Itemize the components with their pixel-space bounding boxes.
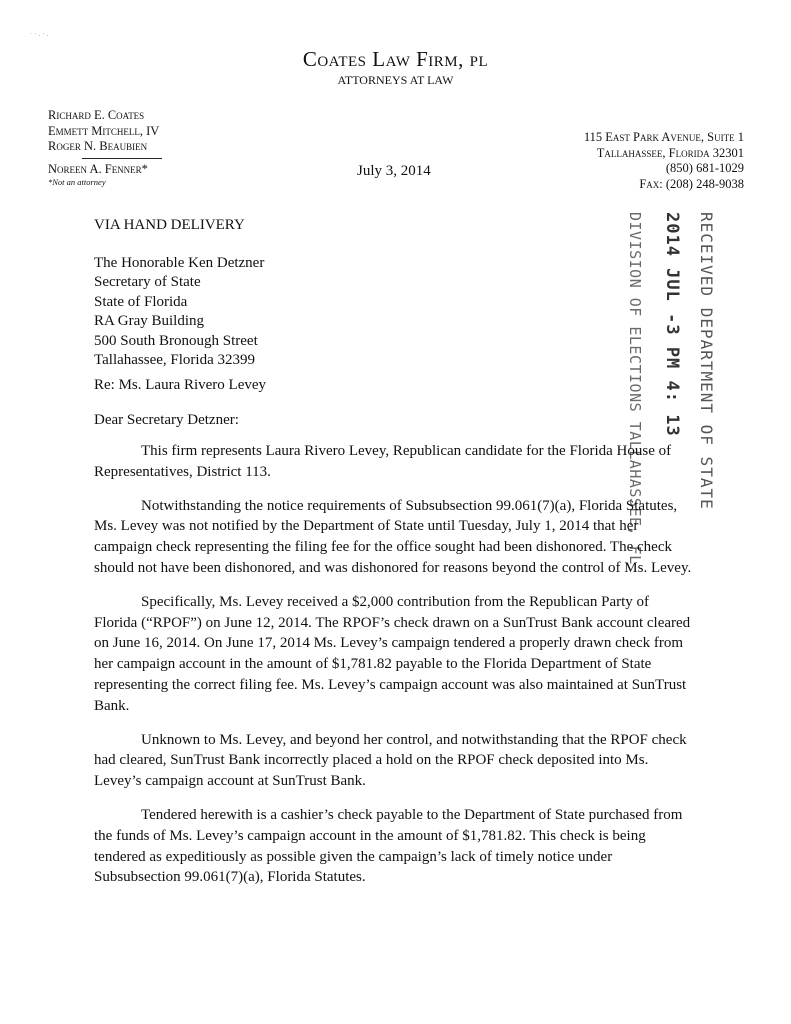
attorney-list (48, 108, 162, 188)
recipient-line: State of Florida (94, 293, 188, 310)
recipient-address (94, 254, 264, 370)
phone: (850) 681-1029 (665, 161, 744, 175)
address-line: Tallahassee, Florida 32301 (596, 145, 744, 160)
non-attorney-note: *Not an attorney (48, 177, 106, 187)
received-stamp (608, 212, 718, 565)
attorney-name: Richard E. Coates (48, 108, 145, 122)
delivery-method: VIA HAND DELIVERY (94, 217, 245, 233)
stamp-division-line: DIVISION OF ELECTIONS TALLAHASSEE, FL (626, 212, 644, 565)
body-paragraph: Tendered herewith is a cashier’s check payable to the Department of State purchased from the funds of Ms. Levey’s campaign account in the amount of $1,781.82. This check is being tendered as expeditiously as possible given the campaign’s lack of timely notice under Subsubsection 99.061(7)(a), Florida Statutes. (94, 806, 683, 886)
divider (82, 158, 162, 159)
recipient-line: RA Gray Building (94, 313, 205, 330)
stamp-datetime-line: 2014 JUL -3 PM 4: 13 (662, 212, 682, 437)
firm-name: Coates Law Firm, pl (302, 47, 489, 71)
firm-subtitle: ATTORNEYS AT LAW (337, 73, 454, 87)
firm-address (584, 130, 744, 192)
scan-mark: ˙ ˙ · ˙ · (30, 32, 49, 40)
body-paragraph: Unknown to Ms. Levey, and beyond her control, and notwithstanding that the RPOF check had cleared, SunTrust Bank incorrectly placed a hold on the RPOF check deposited into Ms. Levey’s campaign account at SunTrust Bank. (94, 731, 687, 790)
attorney-name: Emmett Mitchell, IV (48, 123, 160, 138)
fax: Fax: (208) 248-9038 (639, 176, 744, 191)
attorney-name: Roger N. Beaubien (48, 139, 148, 153)
recipient-line: Secretary of State (94, 274, 201, 291)
recipient-line: The Honorable Ken Detzner (94, 255, 265, 271)
letter-date: July 3, 2014 (357, 163, 431, 179)
subject-line: Re: Ms. Laura Rivero Levey (94, 377, 267, 393)
recipient-line: 500 South Bronough Street (94, 332, 258, 349)
non-attorney-name: Noreen A. Fenner* (48, 161, 148, 176)
recipient-line: Tallahassee, Florida 32399 (94, 352, 255, 369)
salutation: Dear Secretary Detzner: (94, 412, 239, 428)
body-paragraph: Notwithstanding the notice requirements of Subsubsection 99.061(7)(a), Florida Statutes, Ms. Levey was not notified by the Department of State until Tuesday, July 1, 2014 that her campaign check representing the filing fee for the office sought had been dishonored. The check should not have been dishonored, and was dishonored for reasons beyond the control of Ms. Levey. (94, 497, 692, 576)
body-paragraph: This firm represents Laura Rivero Levey, Republican candidate for the Florida House of Representatives, District 113. (94, 443, 672, 480)
letter-body (94, 441, 694, 901)
address-line: 115 East Park Avenue, Suite 1 (583, 130, 744, 144)
stamp-received-line: RECEIVED DEPARTMENT OF STATE (697, 212, 716, 510)
body-paragraph: Specifically, Ms. Levey received a $2,000 contribution from the Republican Party of Florida (“RPOF”) on June 12, 2014. The RPOF’s check drawn on a SunTrust Bank account cleared on June 16, 2014. On June 17, 2014 Ms. Levey’s campaign tendered a properly drawn check from her campaign account in the amount of $1,781.82 payable to the Florida Department of State representing the correct filing fee. Ms. Levey’s campaign account was also maintained at SunTrust Bank. (94, 593, 691, 714)
